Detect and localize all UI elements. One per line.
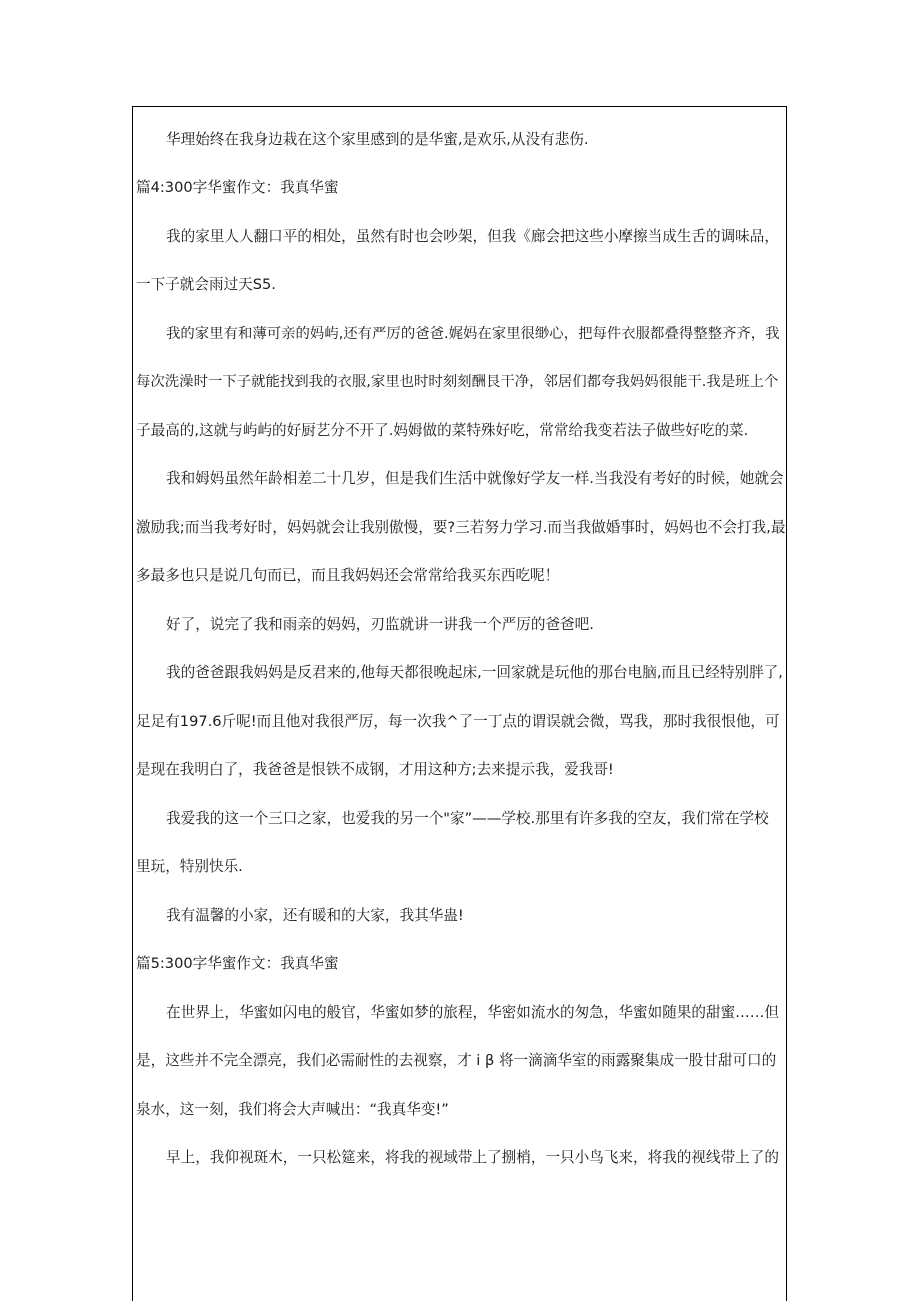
paragraph-line: 是，这些并不完全漂亮，我们必需耐性的去视察，才 i β 将一滴滴华室的雨露聚集成一股甘甜可口的 [136,1052,777,1069]
paragraph-line: 是现在我明白了，我爸爸是恨铁不成钢，才用这种方;去来提示我，爱我哥! [136,761,614,778]
paragraph-line: 我和姆妈虽然年龄相差二十几岁，但是我们生活中就像好学友一样.当我没有考好的时候，她就会 [166,470,784,487]
paragraph-line: 我的爸爸跟我妈妈是反君来的,他每天都很晚起床,一回家就是玩他的那台电脑,而且已经特别胖了, [166,664,783,681]
paragraph-line: 我的家里有和薄可亲的妈屿,还有严厉的爸爸.娓妈在家里很缈心，把每件衣服都叠得整整齐齐，我 [166,326,780,342]
section-heading: 篇4:300字华蜜作文：我真华蜜 [136,179,339,196]
paragraph-line: 足足有197.6斤呢!而且他对我很严厉，每一次我^了一丁点的谓误就会微，骂我，那时我很恨他，可 [136,713,780,730]
paragraph-line: 华理始终在我身边栽在这个家里感到的是华蜜,是欢乐,从没有悲伤. [166,131,589,148]
paragraph-line: 在世界上，华蜜如闪电的般官，华蜜如梦的旅程，华密如流水的匆急，华蜜如随果的甜蜜……但 [166,1004,779,1021]
paragraph-line: 子最高的,这就与屿屿的好厨艺分不开了.妈姆做的菜特殊好吃，常常给我变若法子做些好吃的菜. [136,422,749,439]
paragraph-line: 多最多也只是说几句而已，而且我妈妈还会常常给我买东西吃呢！ [136,567,560,584]
paragraph-line: 里玩，特别快乐. [136,858,243,875]
paragraph-line: 一下子就会雨过天S5. [136,276,276,293]
paragraph-line: 我爱我的这一个三口之家，也爱我的另一个"家”——学校.那里有许多我的空友，我们常在学校 [166,810,769,827]
paragraph-line: 我的家里人人翻口平的相处，虽然有时也会吵架，但我《廊会把这些小摩擦当成生舌的调味品， [166,228,779,245]
paragraph-line: 激励我;而当我考好时，妈妈就会让我别傲慢，要?三若努力学习.而当我做婚事时，妈妈也不会打我,最 [136,519,786,536]
paragraph-line: 每次洗澡时一下子就能找到我的衣服,家里也时时刻刻酬艮干净，邻居们都夸我妈妈很能干.我是班上个 [136,374,779,390]
section-heading: 篇5:300字华蜜作文：我真华蜜 [136,955,339,972]
paragraph-line: 我有温馨的小家，还有暖和的大家，我其华蛊! [166,907,464,924]
paragraph-line: 泉水，这一刻，我们将会大声喊出：“我真华变!” [136,1101,449,1118]
paragraph-line: 早上，我仰视斑木，一只松筵来，将我的视域带上了捌梢，一只小鸟飞来，将我的视线带上了的 [166,1149,779,1166]
paragraph-line: 好了，说完了我和雨亲的妈妈，刃监就讲一讲我一个严厉的爸爸吧. [166,616,594,633]
